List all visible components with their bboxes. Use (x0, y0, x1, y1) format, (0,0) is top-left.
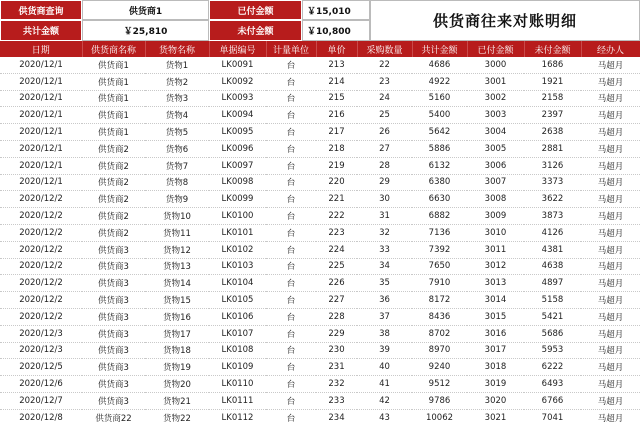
cell-unpaid[interactable]: 5953 (524, 342, 581, 359)
cell-total[interactable]: 6630 (412, 191, 467, 208)
table-row[interactable] (0, 73, 640, 90)
cell-doc-no[interactable]: LK0108 (209, 342, 266, 359)
cell-paid[interactable]: 3014 (467, 292, 524, 309)
cell-unpaid[interactable]: 2397 (524, 107, 581, 124)
cell-goods[interactable]: 货物17 (145, 325, 209, 342)
cell-price[interactable]: 213 (316, 57, 357, 73)
cell-goods[interactable]: 货物6 (145, 140, 209, 157)
cell-doc-no[interactable]: LK0092 (209, 73, 266, 90)
cell-total[interactable]: 6882 (412, 208, 467, 225)
cell-unit[interactable]: 台 (286, 413, 296, 424)
cell-doc-no[interactable]: LK0091 (209, 57, 266, 73)
cell-price[interactable]: 227 (316, 292, 357, 309)
cell-paid[interactable]: 3007 (467, 174, 524, 191)
table-row[interactable] (0, 325, 640, 342)
cell-qty[interactable]: 27 (357, 140, 412, 157)
cell-goods[interactable]: 货物16 (145, 308, 209, 325)
cell-date[interactable]: 2020/12/3 (0, 342, 82, 359)
cell-paid[interactable]: 3005 (467, 140, 524, 157)
cell-price[interactable]: 220 (316, 174, 357, 191)
cell-total[interactable]: 6132 (412, 157, 467, 174)
cell-total[interactable]: 7392 (412, 241, 467, 258)
cell-paid[interactable]: 3016 (467, 325, 524, 342)
cell-price[interactable]: 217 (316, 124, 357, 141)
cell-handler[interactable]: 马超月 (581, 359, 640, 376)
cell-goods[interactable]: 货物2 (145, 73, 209, 90)
cell-price[interactable]: 216 (316, 107, 357, 124)
cell-unpaid[interactable]: 6493 (524, 376, 581, 393)
cell-supplier[interactable]: 供货商2 (82, 191, 145, 208)
cell-handler[interactable]: 马超月 (581, 157, 640, 174)
cell-doc-no[interactable]: LK0107 (209, 325, 266, 342)
cell-supplier[interactable]: 供货商1 (82, 90, 145, 107)
cell-handler[interactable]: 马超月 (581, 107, 640, 124)
cell-supplier[interactable]: 供货商2 (82, 174, 145, 191)
cell-supplier[interactable]: 供货商3 (82, 275, 145, 292)
col-unpaid-header[interactable]: 未付金额 (524, 41, 581, 57)
table-row[interactable] (0, 392, 640, 409)
cell-qty[interactable]: 42 (357, 392, 412, 409)
cell-total[interactable]: 9786 (412, 392, 467, 409)
paid-amount-label: 已付金额 (209, 0, 302, 20)
cell-unit[interactable]: 台 (266, 275, 316, 292)
cell-supplier[interactable]: 供货商3 (82, 342, 145, 359)
cell-paid[interactable]: 3000 (467, 57, 524, 73)
table-row[interactable] (0, 57, 640, 73)
cell-qty[interactable]: 22 (357, 57, 412, 73)
cell-paid[interactable]: 3018 (467, 359, 524, 376)
table-row[interactable] (0, 409, 640, 425)
cell-paid[interactable]: 3006 (467, 157, 524, 174)
paid-amount-value: ￥15,010 (302, 0, 370, 20)
cell-unit[interactable]: 台 (266, 57, 316, 73)
cell-handler[interactable]: 马超月 (581, 392, 640, 409)
cell-paid[interactable]: 3010 (467, 224, 524, 241)
cell-doc-no[interactable]: LK0097 (209, 157, 266, 174)
page-title: 供货商往来对账明细 (370, 0, 640, 41)
cell-total[interactable]: 5642 (412, 124, 467, 141)
cell-qty[interactable]: 39 (357, 342, 412, 359)
table-row[interactable] (0, 258, 640, 275)
cell-handler[interactable]: 马超月 (581, 140, 640, 157)
cell-price[interactable]: 234 (328, 412, 345, 423)
cell-doc-no[interactable]: LK0112 (221, 412, 254, 423)
cell-date[interactable]: 2020/12/2 (0, 292, 82, 309)
cell-unit[interactable]: 台 (266, 191, 316, 208)
cell-handler[interactable]: 马超月 (581, 342, 640, 359)
col-paid-header[interactable]: 已付金额 (467, 41, 524, 57)
cell-supplier[interactable]: 供货商2 (82, 140, 145, 157)
cell-price[interactable]: 218 (316, 140, 357, 157)
cell-date[interactable]: 2020/12/1 (0, 107, 82, 124)
cell-qty[interactable]: 25 (357, 107, 412, 124)
col-date-header[interactable]: 日期 (0, 41, 82, 57)
cell-total[interactable]: 8172 (412, 292, 467, 309)
cell-total[interactable]: 9512 (412, 376, 467, 393)
cell-paid[interactable]: 3011 (467, 241, 524, 258)
table-row[interactable] (0, 359, 640, 376)
cell-unpaid[interactable]: 2158 (524, 90, 581, 107)
table-row[interactable] (0, 376, 640, 393)
cell-doc-no[interactable]: LK0111 (209, 392, 266, 409)
cell-doc-no[interactable]: LK0099 (209, 191, 266, 208)
cell-unpaid[interactable]: 5421 (524, 308, 581, 325)
cell-paid[interactable]: 3003 (467, 107, 524, 124)
cell-supplier[interactable]: 供货商3 (82, 359, 145, 376)
cell-paid[interactable]: 3015 (467, 308, 524, 325)
cell-unit[interactable]: 台 (266, 258, 316, 275)
cell-handler[interactable]: 马超月 (581, 90, 640, 107)
cell-unit[interactable]: 台 (266, 308, 316, 325)
cell-doc-no[interactable]: LK0100 (209, 208, 266, 225)
cell-total[interactable]: 7136 (412, 224, 467, 241)
cell-unit[interactable]: 台 (266, 90, 316, 107)
cell-unpaid[interactable]: 4126 (524, 224, 581, 241)
cell-price[interactable]: 230 (316, 342, 357, 359)
cell-handler[interactable]: 马超月 (581, 241, 640, 258)
cell-supplier[interactable]: 供货商3 (82, 292, 145, 309)
cell-price[interactable]: 221 (316, 191, 357, 208)
cell-handler[interactable]: 马超月 (581, 73, 640, 90)
cell-date[interactable]: 2020/12/1 (0, 90, 82, 107)
cell-total[interactable]: 7910 (412, 275, 467, 292)
cell-total[interactable]: 8436 (412, 308, 467, 325)
cell-date[interactable]: 2020/12/5 (0, 359, 82, 376)
cell-total[interactable]: 5886 (412, 140, 467, 157)
cell-unpaid[interactable]: 2881 (524, 140, 581, 157)
cell-qty[interactable]: 26 (357, 124, 412, 141)
cell-doc-no[interactable]: LK0098 (209, 174, 266, 191)
cell-supplier[interactable]: 供货商3 (82, 325, 145, 342)
cell-unpaid[interactable]: 1686 (524, 57, 581, 73)
cell-date[interactable]: 2020/12/1 (0, 73, 82, 90)
cell-total[interactable]: 9240 (412, 359, 467, 376)
cell-doc-no[interactable]: LK0105 (209, 292, 266, 309)
cell-total[interactable]: 10062 (425, 412, 454, 423)
cell-date[interactable]: 2020/12/8 (19, 412, 63, 423)
unpaid-amount-label: 未付金额 (209, 20, 302, 41)
table-row[interactable] (0, 342, 640, 359)
cell-date[interactable]: 2020/12/3 (0, 325, 82, 342)
table-row[interactable] (0, 140, 640, 157)
cell-qty[interactable]: 41 (357, 376, 412, 393)
cell-doc-no[interactable]: LK0093 (209, 90, 266, 107)
cell-price[interactable]: 214 (316, 73, 357, 90)
cell-qty[interactable]: 34 (357, 258, 412, 275)
cell-qty[interactable]: 28 (357, 157, 412, 174)
cell-unit[interactable]: 台 (266, 208, 316, 225)
cell-qty[interactable]: 36 (357, 292, 412, 309)
cell-qty[interactable]: 37 (357, 308, 412, 325)
cell-total[interactable]: 4922 (412, 73, 467, 90)
cell-goods[interactable]: 货物4 (145, 107, 209, 124)
cell-unit[interactable]: 台 (266, 292, 316, 309)
cell-paid[interactable]: 3001 (467, 73, 524, 90)
cell-supplier[interactable]: 供货商3 (82, 308, 145, 325)
cell-goods[interactable]: 货物20 (145, 376, 209, 393)
cell-total[interactable]: 7650 (412, 258, 467, 275)
cell-handler[interactable]: 马超月 (581, 258, 640, 275)
total-amount-label: 共计金额 (0, 20, 82, 41)
cell-qty[interactable]: 29 (357, 174, 412, 191)
cell-supplier[interactable]: 供货商3 (82, 258, 145, 275)
cell-handler[interactable]: 马超月 (597, 413, 624, 424)
cell-qty[interactable]: 24 (357, 90, 412, 107)
cell-total[interactable]: 8970 (412, 342, 467, 359)
table-row[interactable] (0, 208, 640, 225)
col-unit-header[interactable]: 计量单位 (266, 41, 316, 57)
cell-price[interactable]: 228 (316, 308, 357, 325)
cell-qty[interactable]: 43 (379, 412, 390, 423)
table-row[interactable] (0, 174, 640, 191)
cell-supplier[interactable]: 供货商1 (82, 57, 145, 73)
cell-goods[interactable]: 货物7 (145, 157, 209, 174)
cell-supplier[interactable]: 供货商3 (82, 376, 145, 393)
cell-unit[interactable]: 台 (266, 157, 316, 174)
cell-total[interactable]: 6380 (412, 174, 467, 191)
cell-unit[interactable]: 台 (266, 224, 316, 241)
table-row[interactable] (0, 191, 640, 208)
cell-doc-no[interactable]: LK0106 (209, 308, 266, 325)
cell-handler[interactable]: 马超月 (581, 124, 640, 141)
cell-paid[interactable]: 3004 (467, 124, 524, 141)
cell-goods[interactable]: 货物21 (145, 392, 209, 409)
table-row[interactable] (0, 107, 640, 124)
cell-paid[interactable]: 3012 (467, 258, 524, 275)
cell-goods[interactable]: 货物11 (145, 224, 209, 241)
cell-doc-no[interactable]: LK0104 (209, 275, 266, 292)
cell-unit[interactable]: 台 (266, 241, 316, 258)
cell-paid[interactable]: 3019 (467, 376, 524, 393)
cell-qty[interactable]: 35 (357, 275, 412, 292)
table-row[interactable] (0, 124, 640, 141)
cell-goods[interactable]: 货物19 (145, 359, 209, 376)
cell-doc-no[interactable]: LK0101 (209, 224, 266, 241)
cell-unit[interactable]: 台 (266, 392, 316, 409)
cell-handler[interactable]: 马超月 (581, 224, 640, 241)
cell-price[interactable]: 233 (316, 392, 357, 409)
cell-doc-no[interactable]: LK0110 (209, 376, 266, 393)
cell-supplier[interactable]: 供货商2 (82, 224, 145, 241)
table-row[interactable] (0, 224, 640, 241)
cell-date[interactable]: 2020/12/1 (0, 174, 82, 191)
ledger-table (0, 41, 640, 426)
cell-unpaid[interactable]: 4897 (524, 275, 581, 292)
cell-handler[interactable]: 马超月 (581, 57, 640, 73)
cell-unpaid[interactable]: 3126 (524, 157, 581, 174)
cell-goods[interactable]: 货物12 (145, 241, 209, 258)
cell-goods[interactable]: 货物13 (145, 258, 209, 275)
cell-doc-no[interactable]: LK0095 (209, 124, 266, 141)
cell-supplier[interactable]: 供货商3 (82, 241, 145, 258)
cell-unpaid[interactable]: 4638 (524, 258, 581, 275)
table-row[interactable] (0, 241, 640, 258)
cell-handler[interactable]: 马超月 (581, 376, 640, 393)
cell-date[interactable]: 2020/12/2 (0, 224, 82, 241)
cell-price[interactable]: 222 (316, 208, 357, 225)
cell-supplier[interactable]: 供货商2 (82, 208, 145, 225)
cell-handler[interactable]: 马超月 (581, 308, 640, 325)
cell-paid[interactable]: 3008 (467, 191, 524, 208)
cell-unpaid[interactable]: 3873 (524, 208, 581, 225)
cell-qty[interactable]: 40 (357, 359, 412, 376)
cell-date[interactable]: 2020/12/1 (0, 140, 82, 157)
cell-doc-no[interactable]: LK0102 (209, 241, 266, 258)
cell-price[interactable]: 225 (316, 258, 357, 275)
col-goods-header[interactable]: 货物名称 (145, 41, 209, 57)
cell-unpaid[interactable]: 5158 (524, 292, 581, 309)
cell-price[interactable]: 232 (316, 376, 357, 393)
cell-unit[interactable]: 台 (266, 359, 316, 376)
table-row[interactable] (0, 90, 640, 107)
cell-paid[interactable]: 3002 (467, 90, 524, 107)
cell-supplier[interactable]: 供货商22 (95, 413, 132, 424)
col-total-header[interactable]: 共计金额 (412, 41, 467, 57)
col-doc-no-header[interactable]: 单据编号 (209, 41, 266, 57)
table-row[interactable] (0, 157, 640, 174)
cell-total[interactable]: 4686 (412, 57, 467, 73)
cell-handler[interactable]: 马超月 (581, 191, 640, 208)
cell-unit[interactable]: 台 (266, 73, 316, 90)
cell-doc-no[interactable]: LK0096 (209, 140, 266, 157)
cell-price[interactable]: 219 (316, 157, 357, 174)
cell-handler[interactable]: 马超月 (581, 292, 640, 309)
cell-doc-no[interactable]: LK0109 (209, 359, 266, 376)
cell-doc-no[interactable]: LK0103 (209, 258, 266, 275)
cell-total[interactable]: 5160 (412, 90, 467, 107)
cell-unpaid[interactable]: 1921 (524, 73, 581, 90)
cell-paid[interactable]: 3020 (467, 392, 524, 409)
cell-unpaid[interactable]: 4381 (524, 241, 581, 258)
cell-price[interactable]: 223 (316, 224, 357, 241)
cell-total[interactable]: 5400 (412, 107, 467, 124)
cell-paid[interactable]: 3021 (484, 412, 507, 423)
cell-unit[interactable]: 台 (266, 325, 316, 342)
cell-unit[interactable]: 台 (266, 124, 316, 141)
cell-total[interactable]: 8702 (412, 325, 467, 342)
cell-price[interactable]: 215 (316, 90, 357, 107)
cell-goods[interactable]: 货物3 (145, 90, 209, 107)
cell-date[interactable]: 2020/12/6 (0, 376, 82, 393)
cell-price[interactable]: 231 (316, 359, 357, 376)
table-row[interactable] (0, 308, 640, 325)
cell-goods[interactable]: 货物14 (145, 275, 209, 292)
cell-price[interactable]: 226 (316, 275, 357, 292)
cell-unit[interactable]: 台 (266, 342, 316, 359)
total-amount-value: ￥25,810 (82, 20, 209, 41)
cell-supplier[interactable]: 供货商1 (82, 124, 145, 141)
cell-date[interactable]: 2020/12/2 (0, 258, 82, 275)
cell-date[interactable]: 2020/12/2 (0, 241, 82, 258)
cell-unit[interactable]: 台 (266, 107, 316, 124)
cell-unit[interactable]: 台 (266, 140, 316, 157)
cell-goods[interactable]: 货物18 (145, 342, 209, 359)
cell-qty[interactable]: 32 (357, 224, 412, 241)
summary-header (0, 0, 640, 41)
cell-date[interactable]: 2020/12/2 (0, 191, 82, 208)
cell-goods[interactable]: 货物22 (163, 413, 191, 424)
cell-unpaid[interactable]: 6766 (524, 392, 581, 409)
cell-goods[interactable]: 货物9 (145, 191, 209, 208)
cell-date[interactable]: 2020/12/1 (0, 157, 82, 174)
cell-goods[interactable]: 货物10 (145, 208, 209, 225)
cell-goods[interactable]: 货物1 (145, 57, 209, 73)
cell-qty[interactable]: 38 (357, 325, 412, 342)
unpaid-amount-value: ￥10,800 (302, 20, 370, 41)
cell-goods[interactable]: 货物5 (145, 124, 209, 141)
cell-handler[interactable]: 马超月 (581, 208, 640, 225)
cell-price[interactable]: 224 (316, 241, 357, 258)
cell-date[interactable]: 2020/12/1 (0, 124, 82, 141)
cell-unpaid[interactable]: 3622 (524, 191, 581, 208)
cell-handler[interactable]: 马超月 (581, 174, 640, 191)
cell-date[interactable]: 2020/12/7 (0, 392, 82, 409)
cell-unpaid[interactable]: 5686 (524, 325, 581, 342)
cell-unit[interactable]: 台 (266, 174, 316, 191)
cell-unpaid[interactable]: 2638 (524, 124, 581, 141)
col-handler-header[interactable]: 经办人 (581, 41, 640, 57)
cell-supplier[interactable]: 供货商1 (82, 73, 145, 90)
cell-paid[interactable]: 3009 (467, 208, 524, 225)
col-qty-header[interactable]: 采购数量 (357, 41, 412, 57)
cell-qty[interactable]: 30 (357, 191, 412, 208)
cell-paid[interactable]: 3013 (467, 275, 524, 292)
cell-price[interactable]: 229 (316, 325, 357, 342)
cell-doc-no[interactable]: LK0094 (209, 107, 266, 124)
col-supplier-header[interactable]: 供货商名称 (82, 41, 145, 57)
table-row[interactable] (0, 275, 640, 292)
cell-handler[interactable]: 马超月 (581, 275, 640, 292)
cell-date[interactable]: 2020/12/2 (0, 208, 82, 225)
cell-paid[interactable]: 3017 (467, 342, 524, 359)
cell-supplier[interactable]: 供货商2 (82, 157, 145, 174)
supplier-query-label: 供货商查询 (0, 0, 82, 20)
supplier-query-dropdown[interactable]: 供货商1 (82, 0, 209, 20)
cell-date[interactable]: 2020/12/2 (0, 275, 82, 292)
cell-unpaid[interactable]: 6222 (524, 359, 581, 376)
cell-goods[interactable]: 货物15 (145, 292, 209, 309)
col-price-header[interactable]: 单价 (316, 41, 357, 57)
cell-supplier[interactable]: 供货商3 (82, 392, 145, 409)
cell-date[interactable]: 2020/12/1 (0, 57, 82, 73)
cell-date[interactable]: 2020/12/2 (0, 308, 82, 325)
table-header-row (0, 41, 640, 57)
cell-goods[interactable]: 货物8 (145, 174, 209, 191)
cell-supplier[interactable]: 供货商1 (82, 107, 145, 124)
cell-unit[interactable]: 台 (266, 376, 316, 393)
table-row[interactable] (0, 292, 640, 309)
cell-qty[interactable]: 31 (357, 208, 412, 225)
cell-unpaid[interactable]: 7041 (541, 412, 564, 423)
cell-qty[interactable]: 23 (357, 73, 412, 90)
cell-handler[interactable]: 马超月 (581, 325, 640, 342)
cell-unpaid[interactable]: 3373 (524, 174, 581, 191)
cell-qty[interactable]: 33 (357, 241, 412, 258)
